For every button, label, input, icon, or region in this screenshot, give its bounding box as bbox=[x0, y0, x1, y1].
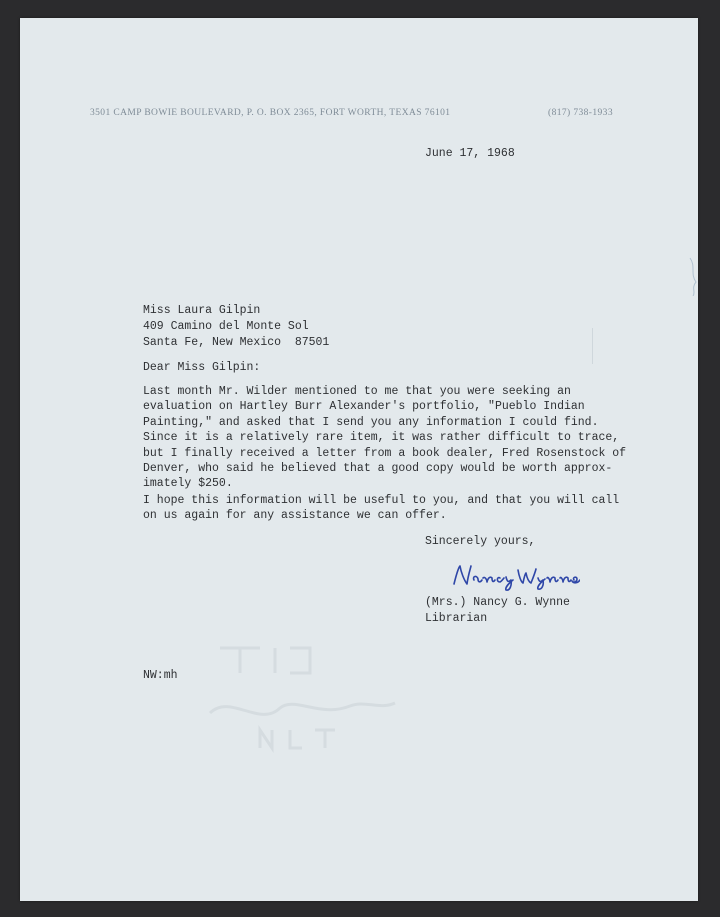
faint-bleed-through-stamp bbox=[200, 618, 400, 768]
body-line: on us again for any assistance we can offer. bbox=[143, 509, 447, 523]
addressee-street: 409 Camino del Monte Sol bbox=[143, 320, 309, 333]
addressee-name: Miss Laura Gilpin bbox=[143, 304, 261, 317]
letterhead-phone: (817) 738-1933 bbox=[548, 108, 613, 118]
salutation: Dear Miss Gilpin: bbox=[143, 361, 261, 374]
addressee-city: Santa Fe, New Mexico 87501 bbox=[143, 336, 330, 349]
body-paragraph-2 bbox=[143, 493, 619, 524]
body-line: Last month Mr. Wilder mentioned to me that you were seeking an bbox=[143, 385, 571, 398]
addressee-block bbox=[143, 303, 329, 351]
body-line: Since it is a relatively rare item, it was rather difficult to trace, bbox=[143, 431, 620, 445]
body-line: imately $250. bbox=[143, 477, 233, 491]
body-line: Denver, who said he believed that a good copy would be worth approx- bbox=[143, 462, 613, 476]
faded-letterhead-banner bbox=[150, 68, 570, 94]
body-paragraph-1 bbox=[143, 384, 626, 492]
letter-date: June 17, 1968 bbox=[425, 147, 515, 160]
letter-page bbox=[20, 18, 698, 901]
signer-title: Librarian bbox=[425, 612, 488, 625]
signature-block bbox=[425, 595, 570, 627]
closing: Sincerely yours, bbox=[425, 535, 536, 548]
body-line: I hope this information will be useful to you, and that you will call bbox=[143, 494, 620, 507]
signer-name: (Mrs.) Nancy G. Wynne bbox=[425, 596, 570, 609]
body-line: evaluation on Hartley Burr Alexander's portfolio, "Pueblo Indian bbox=[143, 400, 585, 414]
edge-mark bbox=[688, 256, 698, 296]
faint-pencil-mark bbox=[592, 328, 593, 364]
body-line: but I finally received a letter from a book dealer, Fred Rosenstock of bbox=[143, 446, 627, 460]
body-line: Painting," and asked that I send you any information I could find. bbox=[143, 415, 599, 429]
letterhead-address: 3501 CAMP BOWIE BOULEVARD, P. O. BOX 2365, FORT WORTH, TEXAS 76101 bbox=[90, 108, 451, 118]
reference-initials: NW:mh bbox=[143, 669, 178, 682]
handwritten-signature bbox=[450, 558, 580, 592]
